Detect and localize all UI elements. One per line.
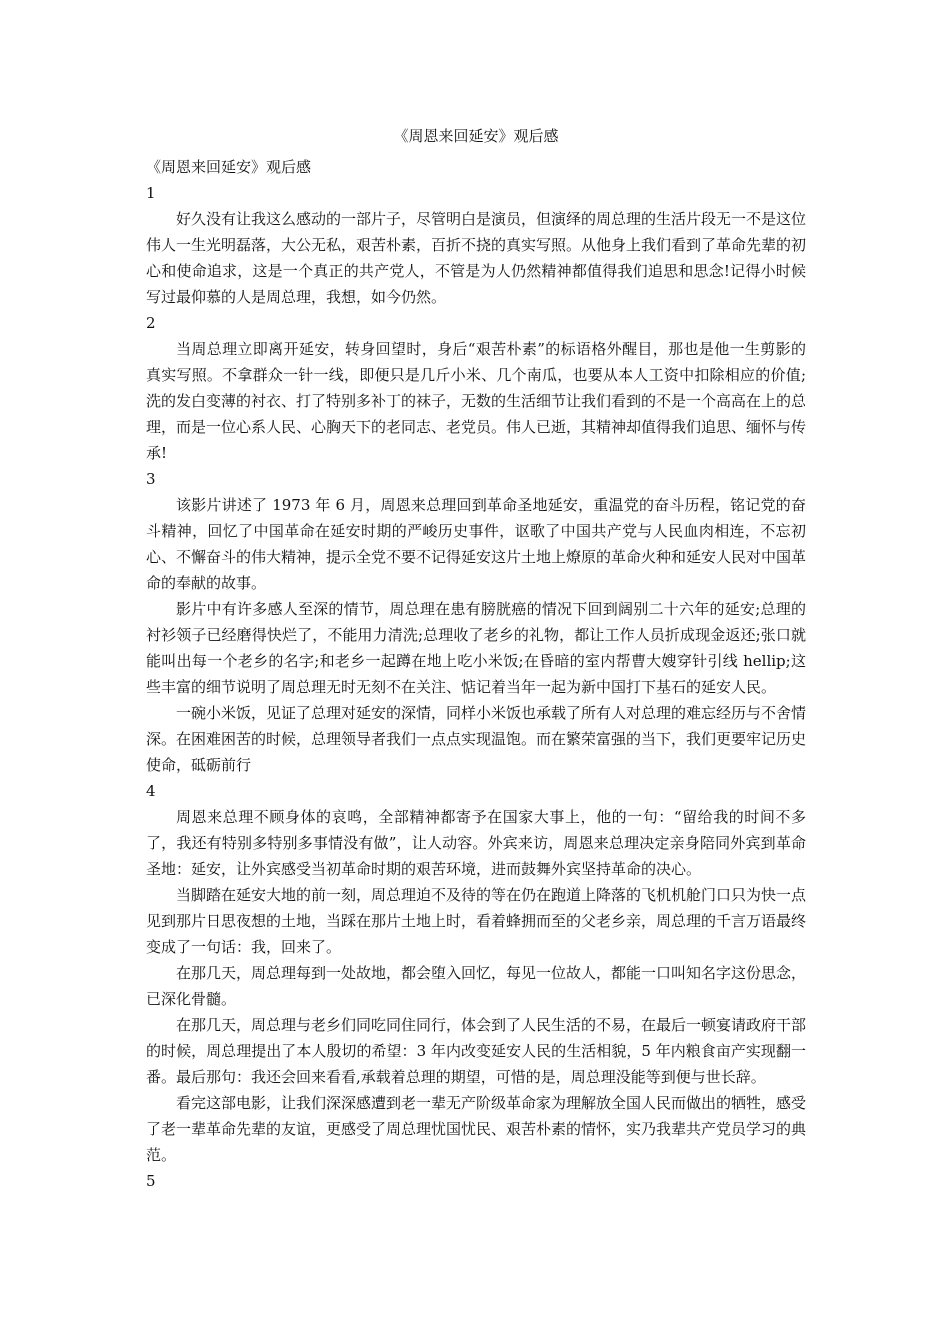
paragraph: 该影片讲述了 1973 年 6 月，周恩来总理回到革命圣地延安，重温党的奋斗历程，铭记党的奋斗精神，回忆了中国革命在延安时期的严峻历史事件，讴歌了中国共产党与人民血肉相连，不忘初心、不懈奋斗的伟大精神，提示全党不要不记得延安这片土地上燎原的革命火种和延安人民对中国革命的奉献的故事。: [146, 496, 807, 592]
section-number: 3: [146, 470, 156, 488]
paragraph: 好久没有让我这么感动的一部片子，尽管明白是演员，但演绎的周总理的生活片段无一不是这位伟人一生光明磊落，大公无私，艰苦朴素，百折不挠的真实写照。从他身上我们看到了革命先辈的初心和使命追求，这是一个真正的共产党人，不管是为人仍然精神都值得我们追思和思念!记得小时候写过最仰慕的人是周总理，我想，如今仍然。: [146, 210, 807, 306]
section-number: 1: [146, 184, 156, 202]
paragraph: 周恩来总理不顾身体的哀鸣，全部精神都寄予在国家大事上，他的一句：“留给我的时间不多了，我还有特别多特别多事情没有做”，让人动容。外宾来访，周恩来总理决定亲身陪同外宾到革命圣地：延安，让外宾感受当初革命时期的艰苦环境，进而鼓舞外宾坚持革命的决心。: [146, 808, 806, 878]
paragraph: 当周总理立即离开延安，转身回望时，身后“艰苦朴素”的标语格外醒目，那也是他一生剪影的真实写照。不拿群众一针一线，即便只是几斤小米、几个南瓜，也要从本人工资中扣除相应的价值;洗的发白变薄的衬衣、打了特别多补丁的袜子，无数的生活细节让我们看到的不是一个高高在上的总理，而是一位心系人民、心胸天下的老同志、老党员。伟人已逝，其精神却值得我们追思、缅怀与传承!: [146, 340, 807, 462]
paragraph: 影片中有许多感人至深的情节，周总理在患有膀胱癌的情况下回到阔别二十六年的延安;总理的衬衫领子已经磨得快烂了，不能用力清洗;总理收了老乡的礼物，都让工作人员折成现金返还;张口就能叫出每一个老乡的名字;和老乡一起蹲在地上吃小米饭;在昏暗的室内帮曹大嫂穿针引线 hellip;这些丰富的细节说明了周总理无时无刻不在关注、惦记着当年一起为新中国打下基石的延安人民。: [146, 600, 806, 696]
section-number: 5: [146, 1172, 156, 1190]
paragraph: 看完这部电影，让我们深深感遭到老一辈无产阶级革命家为理解放全国人民而做出的牺牲，感受了老一辈革命先辈的友谊，更感受了周总理忧国忧民、艰苦朴素的情怀，实乃我辈共产党员学习的典范。: [146, 1094, 807, 1164]
document-page: [146, 118, 806, 1194]
section-4: [146, 778, 806, 1168]
paragraph: 一碗小米饭，见证了总理对延安的深情，同样小米饭也承载了所有人对总理的难忘经历与不舍情深。在困难困苦的时候，总理领导者我们一点点实现温饱。而在繁荣富强的当下，我们更要牢记历史使命，砥砺前行: [146, 704, 807, 774]
section-2: [146, 310, 806, 466]
section-1: [146, 180, 806, 310]
paragraph: 当脚踏在延安大地的前一刻，周总理迫不及待的等在仍在跑道上降落的飞机机舱门口只为快一点见到那片日思夜想的土地，当踩在那片土地上时，看着蜂拥而至的父老乡亲，周总理的千言万语最终变成了一句话：我，回来了。: [146, 886, 807, 956]
document-title: 《周恩来回延安》观后感: [393, 127, 559, 145]
section-number: 4: [146, 782, 156, 800]
section-number: 2: [146, 314, 156, 332]
section-3: [146, 466, 806, 778]
paragraph: 在那几天，周总理与老乡们同吃同住同行，体会到了人民生活的不易，在最后一顿宴请政府干部的时候，周总理提出了本人殷切的希望：3 年内改变延安人民的生活相貌，5 年内粮食亩产实现翻一番。最后那句：我还会回来看看,承载着总理的期望，可惜的是，周总理没能等到便与世长辞。: [146, 1016, 807, 1086]
paragraph: 在那几天，周总理每到一处故地，都会堕入回忆，每见一位故人，都能一口叫知名字这份思念，已深化骨髓。: [146, 964, 807, 1008]
document-subtitle: 《周恩来回延安》观后感: [146, 158, 312, 176]
section-5: [146, 1168, 806, 1194]
